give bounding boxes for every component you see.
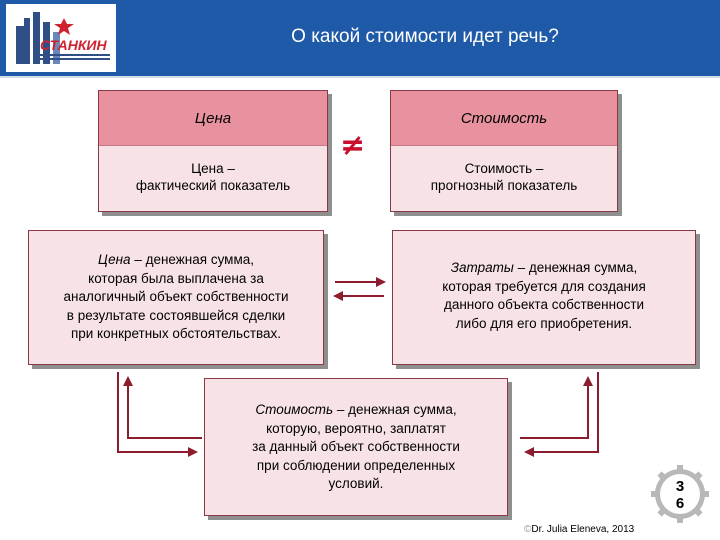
value-definition-line0 (205, 401, 507, 420)
value-definition-text2: за данный объект собственности (252, 439, 460, 454)
price-definition-text3: в результате состоявшейся сделки (66, 307, 286, 323)
page-number (662, 478, 698, 512)
cost-definition-line0 (393, 259, 695, 278)
price-card-body (99, 146, 327, 211)
price-definition (28, 230, 324, 365)
page-number-line2: 6 (675, 495, 685, 512)
price-card-line1: Цена – (191, 161, 235, 176)
cost-term: Затраты (450, 260, 514, 275)
value-definition-text1: которую, вероятно, заплатят (266, 420, 446, 436)
value-card-heading: Стоимость (391, 91, 617, 146)
value-definition-text4: условий. (328, 476, 384, 491)
price-definition-text4: при конкретных обстоятельствах. (70, 326, 282, 341)
price-definition-text2: аналогичный объект собственности (63, 289, 289, 304)
cost-definition-text2: данного объекта собственности (443, 297, 645, 312)
price-definition-text1: которая была выплачена за (88, 270, 264, 286)
page-number-line1: 3 (675, 478, 685, 495)
footer-credit (524, 524, 634, 535)
price-card-heading: Цена (99, 91, 327, 146)
arrow-value-to-cost-outer (520, 378, 588, 438)
arrow-price-to-value-outer (118, 372, 196, 452)
page-title: О какой стоимости идет речь? (291, 26, 559, 47)
price-term: Цена (98, 252, 131, 267)
value-definition (204, 378, 508, 516)
footer-text: Dr. Julia Eleneva, 2013 (531, 524, 635, 535)
logo-text: СТАНКИН (40, 37, 107, 53)
value-term: Стоимость (255, 402, 334, 417)
cost-definition-text3: либо для его приобретения. (455, 315, 633, 331)
value-card-line1: Стоимость – (464, 161, 544, 176)
value-card-line2: прогнозный показатель (430, 178, 578, 193)
value-definition-text0: – денежная сумма, (333, 402, 457, 417)
copyright-icon: © (524, 524, 532, 535)
price-definition-text0: – денежная сумма, (130, 252, 254, 267)
price-definition-line0 (29, 251, 323, 270)
cost-definition-text1: которая требуется для создания (442, 278, 646, 294)
value-card (390, 90, 618, 212)
price-card (98, 90, 328, 212)
cost-definition-text0: – денежная сумма, (513, 260, 638, 275)
cost-definition (392, 230, 696, 365)
not-equal-sign: ≠ (340, 128, 366, 163)
value-card-body (391, 146, 617, 211)
price-card-line2: фактический показатель (135, 178, 291, 193)
arrow-value-to-price-outer (128, 378, 202, 438)
value-definition-text3: при соблюдении определенных (256, 457, 456, 473)
